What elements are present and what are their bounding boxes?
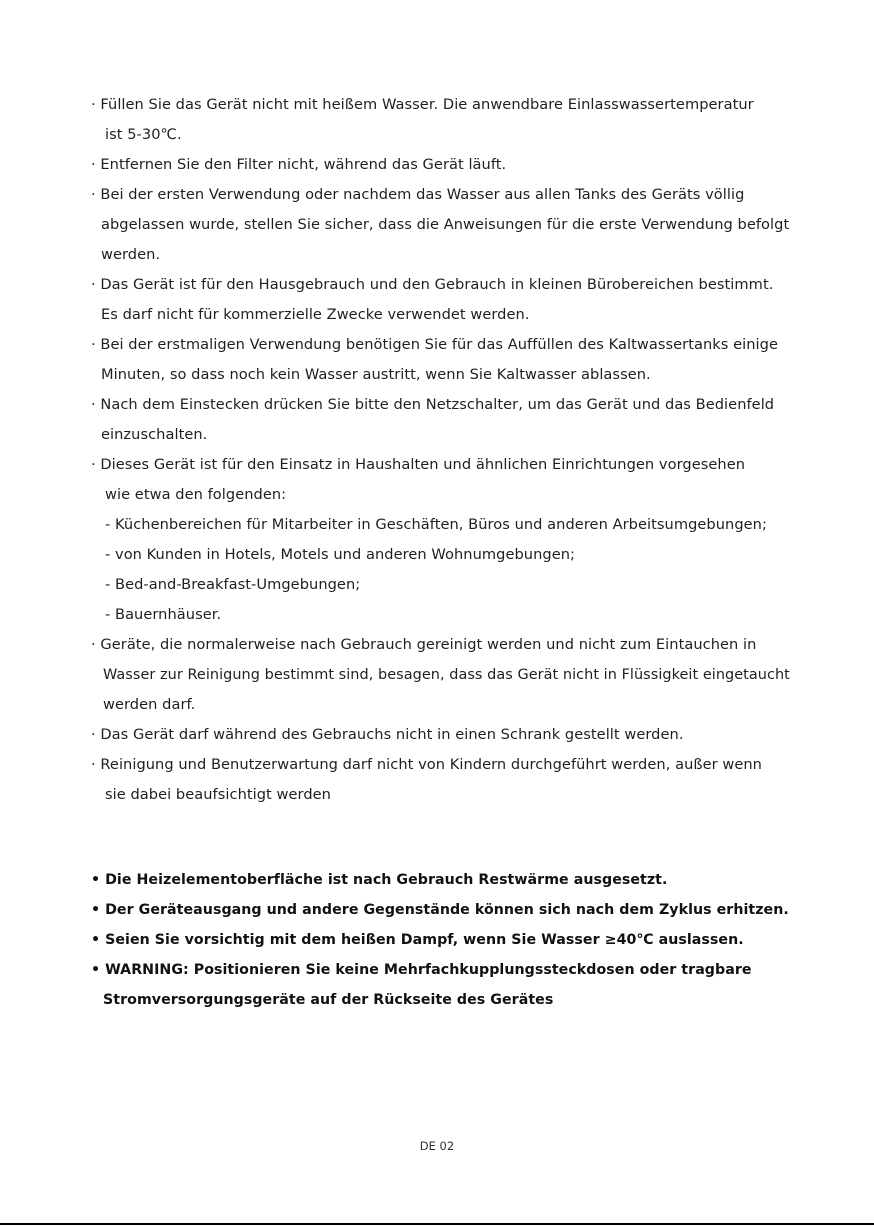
- note-line: - Küchenbereichen für Mitarbeiter in Geschäften, Büros und anderen Arbeitsumgebungen;: [105, 516, 767, 533]
- note-line: · Entfernen Sie den Filter nicht, während das Gerät läuft.: [91, 156, 507, 173]
- note-line: ist 5-30℃.: [105, 126, 182, 143]
- warning-line: • Seien Sie vorsichtig mit dem heißen Dampf, wenn Sie Wasser ≥40℃ auslassen.: [91, 932, 744, 948]
- note-line: · Füllen Sie das Gerät nicht mit heißem Wasser. Die anwendbare Einlasswassertemperatur: [91, 96, 754, 113]
- note-line: · Geräte, die normalerweise nach Gebrauch gereinigt werden und nicht zum Eintauchen in: [91, 636, 757, 653]
- note-line: werden darf.: [103, 696, 196, 713]
- note-line: · Bei der erstmaligen Verwendung benötigen Sie für das Auffüllen des Kaltwassertanks einige: [91, 336, 778, 353]
- warning-line: • Der Geräteausgang und andere Gegenstände können sich nach dem Zyklus erhitzen.: [91, 902, 789, 918]
- note-line: Minuten, so dass noch kein Wasser austritt, wenn Sie Kaltwasser ablassen.: [101, 366, 651, 383]
- note-line: Es darf nicht für kommerzielle Zwecke verwendet werden.: [101, 306, 530, 323]
- note-line: Wasser zur Reinigung bestimmt sind, besagen, dass das Gerät nicht in Flüssigkeit eingetaucht: [103, 667, 790, 683]
- warning-line: Stromversorgungsgeräte auf der Rückseite des Gerätes: [103, 992, 554, 1008]
- note-line: einzuschalten.: [101, 426, 208, 443]
- note-line: - von Kunden in Hotels, Motels und anderen Wohnumgebungen;: [105, 546, 575, 563]
- bottom-divider: [0, 1223, 874, 1225]
- note-line: · Das Gerät darf während des Gebrauchs nicht in einen Schrank gestellt werden.: [91, 726, 684, 743]
- warning-line: • Die Heizelementoberfläche ist nach Gebrauch Restwärme ausgesetzt.: [91, 872, 668, 888]
- note-line: - Bed-and-Breakfast-Umgebungen;: [105, 576, 361, 593]
- note-line: werden.: [101, 246, 161, 263]
- note-line: · Dieses Gerät ist für den Einsatz in Haushalten und ähnlichen Einrichtungen vorgesehen: [91, 456, 746, 473]
- page-number: DE 02: [419, 1139, 455, 1153]
- note-line: · Nach dem Einstecken drücken Sie bitte den Netzschalter, um das Gerät und das Bedienfeld: [91, 396, 775, 413]
- note-line: wie etwa den folgenden:: [105, 486, 287, 503]
- note-line: abgelassen wurde, stellen Sie sicher, dass die Anweisungen für die erste Verwendung befolgt: [101, 216, 790, 233]
- note-line: sie dabei beaufsichtigt werden: [105, 786, 331, 803]
- note-line: · Reinigung und Benutzerwartung darf nicht von Kindern durchgeführt werden, außer wenn: [91, 756, 762, 773]
- note-line: · Bei der ersten Verwendung oder nachdem das Wasser aus allen Tanks des Geräts völlig: [91, 186, 745, 203]
- warning-line: • WARNING: Positionieren Sie keine Mehrfachkupplungssteckdosen oder tragbare: [91, 962, 752, 978]
- note-line: - Bauernhäuser.: [105, 606, 222, 623]
- note-line: · Das Gerät ist für den Hausgebrauch und den Gebrauch in kleinen Bürobereichen bestimmt.: [91, 276, 774, 293]
